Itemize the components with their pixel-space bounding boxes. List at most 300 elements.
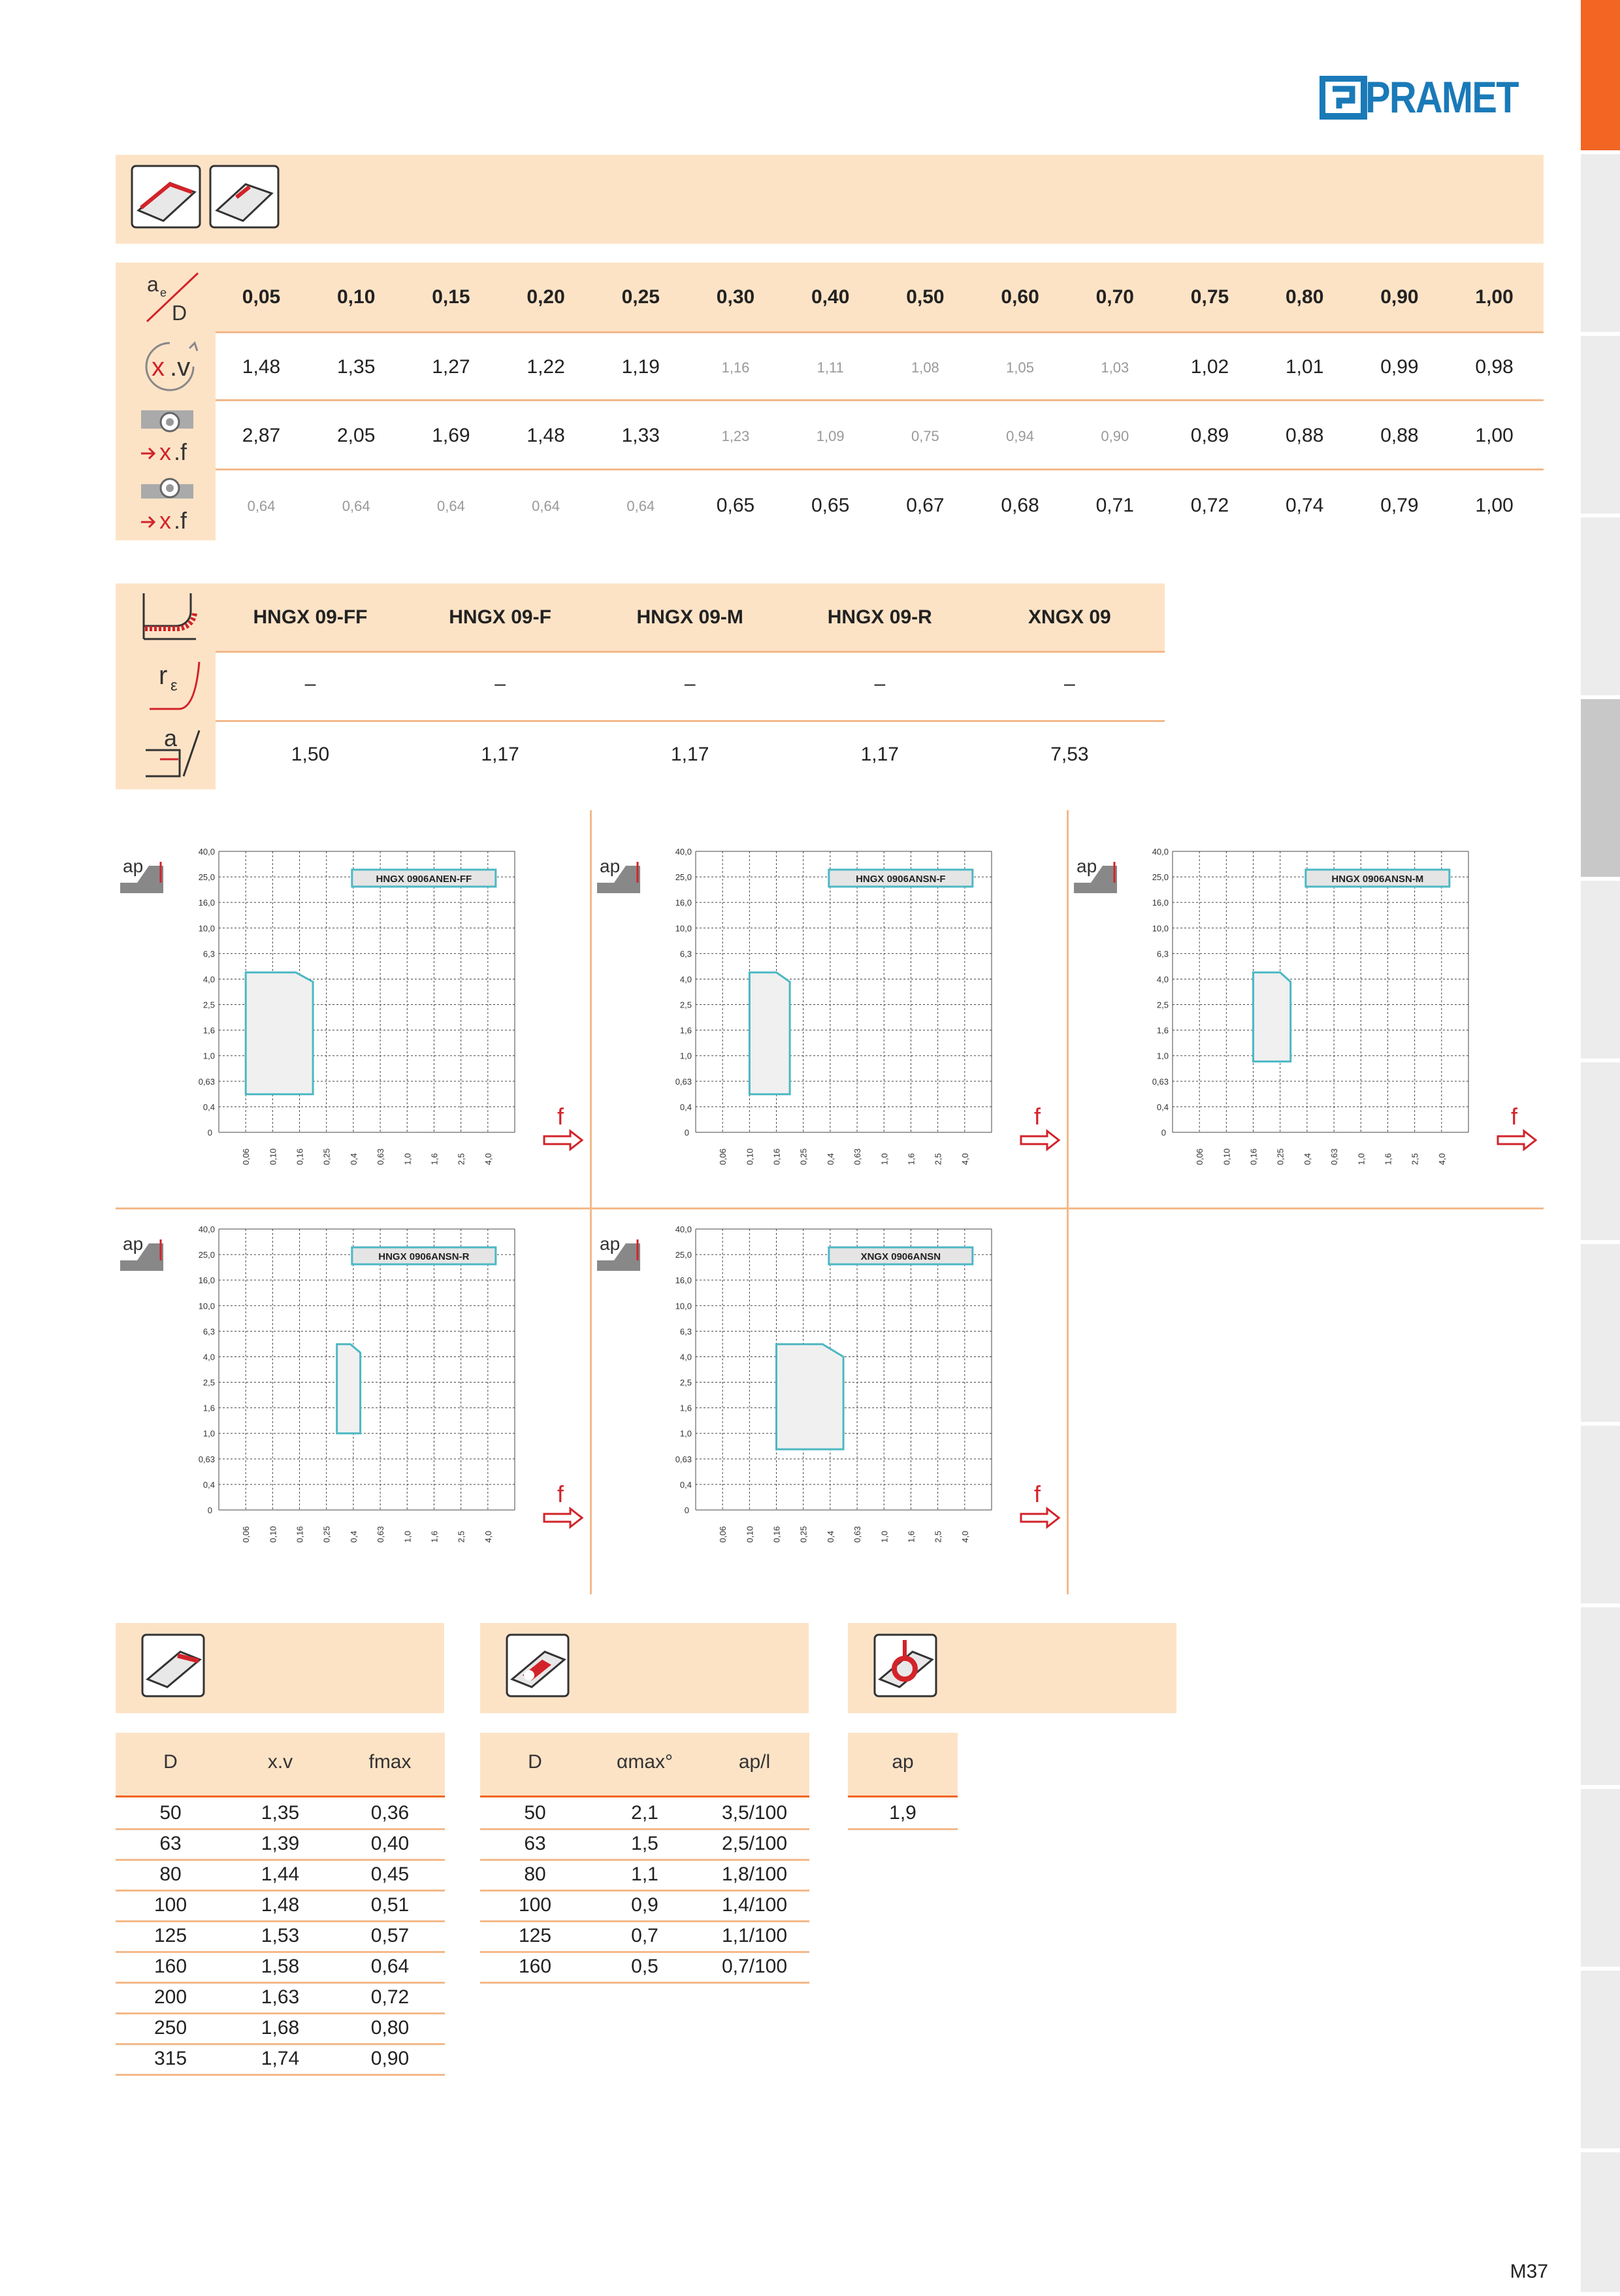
table3-cell: 0,64 — [370, 1956, 410, 1977]
chart-x-tick-label: 0,25 — [321, 1148, 332, 1165]
chart-y-tick-label: 1,6 — [202, 1025, 215, 1036]
svg-text:D: D — [172, 301, 187, 325]
table1-cell: 0,72 — [1190, 495, 1229, 516]
table2-column-header: HNGX 09-R — [827, 606, 932, 628]
table1-cell: 1,00 — [1475, 495, 1514, 516]
chart-y-tick-label: 6,3 — [202, 949, 215, 959]
table1-cell: 0,90 — [1101, 428, 1129, 444]
table1-divider — [216, 331, 1544, 333]
chart-y-tick-label: 2,5 — [679, 1377, 692, 1388]
chart-x-tick-label: 1,0 — [402, 1153, 413, 1165]
table3-cell: 63 — [159, 1833, 182, 1854]
side-tab — [1581, 1244, 1620, 1426]
side-tab-current — [1581, 699, 1620, 881]
table3-header-divider — [116, 1796, 445, 1797]
svg-text:ε: ε — [170, 677, 178, 695]
table1-cell: 0,64 — [626, 498, 655, 514]
table3-cell: 80 — [159, 1863, 182, 1885]
table3-column-header: D — [163, 1751, 178, 1773]
table1-column-header: 1,00 — [1475, 286, 1514, 308]
chart-y-tick-label: 1,6 — [679, 1025, 692, 1036]
table1-column-header: 0,30 — [716, 286, 755, 308]
chart-x-tick-label: 0,16 — [295, 1148, 305, 1165]
chart — [594, 1224, 1065, 1564]
chart-x-tick-label: 0,63 — [1329, 1148, 1340, 1165]
chart-x-tick-label: 0,10 — [745, 1148, 755, 1165]
chart-x-tick-label: 2,5 — [456, 1530, 466, 1543]
table2-cell: 1,17 — [670, 744, 709, 765]
chart-x-tick-label: 0,06 — [241, 1148, 251, 1165]
table3-cell: 1,44 — [261, 1863, 300, 1885]
table1-cell: 1,48 — [526, 425, 565, 446]
chart-x-tick-label: 0,06 — [241, 1526, 251, 1543]
chart-y-tick-label: 25,0 — [675, 1250, 692, 1260]
chart-x-tick-label: 2,5 — [456, 1153, 466, 1165]
svg-text:e: e — [160, 286, 167, 299]
chart-x-tick-label: 2,5 — [933, 1153, 943, 1165]
chart-y-tick-label: 4,0 — [679, 974, 692, 985]
table1-cell: 1,27 — [432, 356, 470, 378]
table1-cell: 1,11 — [817, 359, 844, 376]
chart — [118, 1224, 588, 1564]
chart-y-tick-label: 1,6 — [679, 1403, 692, 1413]
chart-x-axis-label: f — [1034, 1481, 1041, 1507]
chart-y-tick-label: 6,3 — [1156, 949, 1169, 959]
svg-text:x: x — [152, 353, 165, 382]
table3-cell: 1,39 — [261, 1833, 300, 1854]
chart-svg — [118, 1224, 588, 1564]
chart-x-axis-label: f — [557, 1481, 564, 1507]
chart-x-tick-label: 0,16 — [295, 1526, 305, 1543]
table1-cell: 0,74 — [1285, 495, 1324, 516]
chart-x-tick-label: 0,06 — [718, 1526, 728, 1543]
svg-text:x: x — [159, 438, 171, 465]
table1-cell: 0,65 — [811, 495, 850, 516]
table3-cell: 1,48 — [261, 1894, 300, 1916]
chart-x-tick-label: 0,63 — [376, 1148, 386, 1165]
table1-cell: 1,08 — [911, 359, 939, 376]
ae-over-d-icon — [140, 268, 206, 327]
chart-y-axis-label: ap — [600, 856, 621, 876]
table4-row-divider — [480, 1890, 809, 1892]
chart-grid-separator — [590, 810, 592, 1594]
face-milling-icon — [141, 1633, 206, 1699]
chart-x-tick-label: 0,4 — [348, 1153, 359, 1165]
chart-working-region — [777, 1344, 844, 1449]
table3-column-header: fmax — [368, 1751, 412, 1773]
table3-row-divider — [116, 1951, 445, 1953]
brand-name: PRAMET — [1365, 73, 1518, 122]
side-tab — [1581, 1971, 1620, 2152]
table3-cell: 0,45 — [370, 1863, 410, 1885]
chart-working-region — [749, 972, 790, 1094]
table2-cell: 1,17 — [860, 744, 899, 765]
svg-text:a: a — [147, 272, 159, 296]
table2-cell: – — [1064, 673, 1075, 695]
chart-x-tick-label: 2,5 — [933, 1530, 943, 1543]
chart-x-tick-label: 0,10 — [1222, 1148, 1232, 1165]
table2-column-header: HNGX 09-FF — [253, 606, 368, 628]
side-tab — [1581, 154, 1620, 336]
table3-row-divider — [116, 1859, 445, 1861]
table3-cell: 125 — [154, 1925, 187, 1946]
table3-cell: 0,57 — [370, 1925, 410, 1946]
chart-x-tick-label: 0,25 — [321, 1526, 332, 1543]
chart-y-tick-label: 0,4 — [202, 1102, 215, 1112]
table4-cell: 2,1 — [631, 1802, 658, 1824]
side-tab — [1581, 336, 1620, 517]
chart-title: HNGX 0906ANSN-R — [378, 1251, 470, 1262]
table1-cell: 0,64 — [342, 498, 370, 514]
chart-x-tick-label: 0,16 — [771, 1526, 782, 1543]
table1-cell: 0,65 — [716, 495, 755, 516]
table1-divider — [216, 399, 1544, 401]
table3-cell: 315 — [154, 2048, 187, 2069]
chart-x-tick-label: 1,6 — [906, 1530, 916, 1543]
table4-column-header: D — [528, 1751, 542, 1773]
chart-title: HNGX 0906ANEN-FF — [376, 874, 472, 885]
table1-cell: 0,68 — [1001, 495, 1039, 516]
table2-cell: 7,53 — [1050, 744, 1089, 765]
chart-y-tick-label: 10,0 — [1152, 923, 1169, 934]
chart-y-tick-label: 1,6 — [1156, 1025, 1169, 1036]
table1-column-header: 0,05 — [242, 286, 281, 308]
chart-y-tick-label: 1,6 — [202, 1403, 215, 1413]
table4-cell: 0,5 — [631, 1956, 658, 1977]
table4-cell: 50 — [524, 1802, 546, 1824]
table4-column-header: ap/l — [738, 1751, 771, 1773]
table5-header-divider — [848, 1796, 958, 1797]
table4-row-divider — [480, 1982, 809, 1984]
shoulder-milling-icon — [209, 165, 281, 230]
chart-y-tick-label: 25,0 — [198, 872, 215, 883]
chart-working-region — [246, 972, 313, 1094]
chart-y-axis-label: ap — [123, 1234, 144, 1254]
chart-y-tick-label: 40,0 — [198, 847, 215, 857]
chart-x-tick-label: 1,0 — [1356, 1153, 1367, 1165]
table4-cell: 1,1 — [631, 1863, 658, 1885]
table1-cell: 0,79 — [1380, 495, 1419, 516]
chart-x-tick-label: 0,63 — [852, 1526, 863, 1543]
table3-cell: 1,63 — [261, 1986, 300, 2008]
chart-grid-separator — [116, 1207, 1544, 1209]
table2-divider — [216, 720, 1165, 722]
chart-y-tick-label: 40,0 — [675, 1224, 692, 1234]
table1-cell: 2,05 — [336, 425, 376, 446]
table3-cell: 1,53 — [261, 1925, 300, 1946]
chart-x-tick-label: 0,25 — [1275, 1148, 1286, 1165]
table1-cell: 2,87 — [242, 425, 281, 446]
table2-cell: – — [304, 673, 316, 695]
table2-column-header: HNGX 09-M — [636, 606, 743, 628]
table1-column-header: 0,20 — [526, 286, 565, 308]
table1-cell: 1,19 — [621, 356, 660, 378]
table4-cell: 160 — [518, 1956, 552, 1977]
table1-cell: 1,09 — [816, 428, 845, 444]
table4-cell: 100 — [518, 1894, 552, 1916]
face-milling-icon — [131, 165, 202, 230]
chart-x-tick-label: 4,0 — [960, 1153, 970, 1165]
table3-column-header: x.v — [267, 1751, 293, 1773]
table3-cell: 0,51 — [370, 1894, 410, 1916]
chart-y-tick-label: 16,0 — [675, 1275, 692, 1286]
corner-radius-icon — [140, 655, 206, 717]
table1-cell: 0,67 — [906, 495, 945, 516]
chart-y-tick-label: 10,0 — [675, 1301, 692, 1311]
table3-cell: 1,35 — [261, 1802, 300, 1824]
table4-column-header: αmax° — [616, 1751, 673, 1773]
chart-origin-label: 0 — [1161, 1128, 1166, 1138]
table1-column-header: 0,15 — [432, 286, 470, 308]
table1-cell: 1,01 — [1285, 356, 1324, 378]
chart-origin-label: 0 — [207, 1128, 212, 1138]
table1-column-header: 0,90 — [1380, 286, 1419, 308]
table3-row-divider — [116, 1828, 445, 1830]
chart-y-tick-label: 0,4 — [202, 1479, 215, 1490]
chart-y-tick-label: 1,0 — [679, 1428, 692, 1439]
chart-y-tick-label: 25,0 — [675, 872, 692, 883]
table2-column-header: HNGX 09-F — [449, 606, 551, 628]
chart-working-region — [337, 1344, 361, 1433]
table4-cell: 1,4/100 — [721, 1894, 788, 1916]
table1-cell: 0,88 — [1285, 425, 1324, 446]
brand-logo — [1320, 72, 1548, 124]
chart-x-tick-label: 0,25 — [798, 1148, 809, 1165]
chart-y-tick-label: 0,4 — [679, 1102, 692, 1112]
side-tab — [1581, 1426, 1620, 1607]
table1-column-header: 0,40 — [811, 286, 850, 308]
chart-x-tick-label: 0,63 — [852, 1148, 863, 1165]
table5-row-divider — [848, 1828, 958, 1830]
chart-x-tick-label: 4,0 — [960, 1530, 970, 1543]
chart-x-tick-label: 0,16 — [1248, 1148, 1259, 1165]
chart-grid-separator — [1067, 810, 1069, 1594]
chart-origin-label: 0 — [207, 1505, 212, 1515]
chart-y-tick-label: 25,0 — [1152, 872, 1169, 883]
chart-svg — [1071, 846, 1542, 1186]
chart-y-tick-label: 16,0 — [1152, 898, 1169, 908]
svg-text:.v: .v — [170, 353, 191, 382]
table3-cell: 50 — [159, 1802, 182, 1824]
table3-cell: 0,72 — [370, 1986, 410, 2008]
feed-factor-icon — [137, 475, 209, 534]
chart-f-arrow-icon — [1498, 1131, 1536, 1149]
chart-x-tick-label: 1,6 — [1383, 1153, 1393, 1165]
table1-cell: 0,94 — [1006, 428, 1034, 444]
chart-y-tick-label: 16,0 — [198, 898, 215, 908]
table3-cell: 0,36 — [370, 1802, 410, 1824]
table1-cell: 1,23 — [721, 428, 750, 444]
helical-milling-icon — [873, 1633, 939, 1699]
svg-text:x: x — [159, 507, 171, 534]
table3-row-divider — [116, 2043, 445, 2045]
chart-f-arrow-icon — [544, 1509, 582, 1527]
table3-cell: 160 — [154, 1956, 187, 1977]
table1-column-header: 0,80 — [1285, 286, 1324, 308]
chart-y-tick-label: 40,0 — [1152, 847, 1169, 857]
table4-cell: 0,7/100 — [721, 1956, 788, 1977]
table1-cell: 1,02 — [1190, 356, 1229, 378]
chart-y-tick-label: 10,0 — [675, 923, 692, 934]
table1-column-header: 0,60 — [1001, 286, 1039, 308]
table3-cell: 1,74 — [261, 2048, 300, 2069]
side-tab — [1581, 1062, 1620, 1244]
chart — [594, 846, 1065, 1186]
table1-column-header: 0,10 — [336, 286, 376, 308]
table5-cell: 1,9 — [889, 1802, 916, 1824]
chart-svg — [594, 1224, 1065, 1564]
chart-y-tick-label: 1,0 — [1156, 1051, 1169, 1061]
chart-x-tick-label: 4,0 — [1436, 1153, 1447, 1165]
table1-cell: 0,64 — [532, 498, 560, 514]
chart-f-arrow-icon — [544, 1131, 582, 1149]
chart-x-tick-label: 0,25 — [798, 1526, 809, 1543]
side-tab-active — [1581, 0, 1620, 154]
table1-cell: 1,69 — [432, 425, 470, 446]
table3-row-divider — [116, 1920, 445, 1922]
chart-y-tick-label: 2,5 — [202, 1000, 215, 1010]
speed-factor-icon — [137, 336, 209, 395]
chart-x-tick-label: 0,4 — [825, 1153, 835, 1165]
chart-y-tick-label: 2,5 — [202, 1377, 215, 1388]
table3-cell: 1,68 — [261, 2017, 300, 2039]
chart-y-tick-label: 1,0 — [202, 1428, 215, 1439]
table4-cell: 125 — [518, 1925, 552, 1946]
table4-cell: 0,9 — [631, 1894, 658, 1916]
section-header-band — [116, 155, 1544, 244]
chart-x-axis-label: f — [557, 1103, 564, 1130]
table1-divider — [216, 468, 1544, 470]
chart-x-tick-label: 1,0 — [879, 1153, 890, 1165]
table3-row-divider — [116, 2074, 445, 2076]
insert-geometry-icon — [137, 587, 202, 648]
chart-y-tick-label: 4,0 — [202, 974, 215, 985]
side-tab — [1581, 1607, 1620, 1789]
table2-cell: – — [874, 673, 886, 695]
chart-y-tick-label: 4,0 — [202, 1352, 215, 1362]
chart-y-tick-label: 0,63 — [675, 1454, 692, 1464]
table3-cell: 100 — [154, 1894, 187, 1916]
chart-y-tick-label: 0,4 — [1156, 1102, 1169, 1112]
side-tab-strip — [1581, 0, 1620, 2292]
table4-cell: 63 — [524, 1833, 546, 1854]
chart-y-tick-label: 0,63 — [198, 1454, 215, 1464]
table3-cell: 0,40 — [370, 1833, 410, 1854]
table2-cell: 1,17 — [481, 744, 519, 765]
chart-svg — [594, 846, 1065, 1186]
chart-y-tick-label: 40,0 — [675, 847, 692, 857]
table1-cell: 1,03 — [1101, 359, 1129, 376]
chart-y-tick-label: 4,0 — [679, 1352, 692, 1362]
table4-cell: 1,1/100 — [721, 1925, 788, 1946]
table1-cell: 0,64 — [436, 498, 465, 514]
chart-y-tick-label: 40,0 — [198, 1224, 215, 1234]
table3-cell: 250 — [154, 2017, 187, 2039]
chart-x-tick-label: 1,6 — [429, 1530, 440, 1543]
table1-column-header: 0,75 — [1190, 286, 1229, 308]
chart-f-arrow-icon — [1021, 1509, 1059, 1527]
chart-y-tick-label: 0,63 — [675, 1076, 692, 1087]
table1-cell: 0,71 — [1095, 495, 1134, 516]
chart-x-tick-label: 0,4 — [825, 1530, 835, 1543]
table4-row-divider — [480, 1951, 809, 1953]
chart-y-tick-label: 6,3 — [679, 1326, 692, 1337]
chart-y-axis-label: ap — [123, 856, 144, 876]
svg-text:.f: .f — [174, 438, 187, 465]
chart — [118, 846, 588, 1186]
table5-column-header: ap — [892, 1751, 914, 1773]
side-tab — [1581, 1789, 1620, 1971]
table3-cell: 0,80 — [370, 2017, 410, 2039]
table4-row-divider — [480, 1828, 809, 1830]
table3-row-divider — [116, 1982, 445, 1984]
table2-column-header: XNGX 09 — [1028, 606, 1111, 628]
chart-y-axis-label: ap — [600, 1234, 621, 1254]
chart-y-tick-label: 4,0 — [1156, 974, 1169, 985]
chart-x-tick-label: 0,63 — [376, 1526, 386, 1543]
table2-cell: – — [684, 673, 696, 695]
svg-text:.f: .f — [174, 507, 187, 534]
table4-cell: 1,8/100 — [721, 1863, 788, 1885]
chart-origin-label: 0 — [684, 1505, 689, 1515]
svg-text:r: r — [159, 661, 168, 690]
chart-y-tick-label: 1,0 — [202, 1051, 215, 1061]
chart-x-tick-label: 0,4 — [1302, 1153, 1312, 1165]
side-tab — [1581, 517, 1620, 699]
table4-cell: 3,5/100 — [721, 1802, 788, 1824]
table1-column-header: 0,70 — [1095, 286, 1134, 308]
chart-x-axis-label: f — [1511, 1103, 1518, 1130]
table4-row-divider — [480, 1859, 809, 1861]
chart-x-tick-label: 1,0 — [879, 1530, 890, 1543]
table1-cell: 0,99 — [1380, 356, 1419, 378]
table1-cell: 1,05 — [1006, 359, 1034, 376]
chart-origin-label: 0 — [684, 1128, 689, 1138]
chart-svg — [118, 846, 588, 1186]
chart-x-tick-label: 4,0 — [483, 1153, 493, 1165]
table4-cell: 2,5/100 — [721, 1833, 788, 1854]
table1-cell: 0,88 — [1380, 425, 1419, 446]
chart-y-tick-label: 0,4 — [679, 1479, 692, 1490]
chart-x-tick-label: 2,5 — [1410, 1153, 1420, 1165]
chart-x-tick-label: 4,0 — [483, 1530, 493, 1543]
chart-y-tick-label: 10,0 — [198, 923, 215, 934]
chart-y-tick-label: 25,0 — [198, 1250, 215, 1260]
page-number: M37 — [1510, 2261, 1548, 2282]
feed-factor-icon — [137, 406, 209, 465]
table2-cell: – — [494, 673, 506, 695]
table1-cell: 0,64 — [247, 498, 276, 514]
chart-y-tick-label: 1,0 — [679, 1051, 692, 1061]
table1-cell: 0,98 — [1475, 356, 1514, 378]
chart-f-arrow-icon — [1021, 1131, 1059, 1149]
chart-x-tick-label: 0,10 — [745, 1526, 755, 1543]
table1-cell: 0,89 — [1190, 425, 1229, 446]
chart-y-tick-label: 0,63 — [198, 1076, 215, 1087]
chart-x-tick-label: 0,4 — [348, 1530, 359, 1543]
table3-row-divider — [116, 1890, 445, 1892]
table3-row-divider — [116, 2012, 445, 2014]
side-tab — [1581, 2152, 1620, 2296]
ramping-icon — [506, 1633, 571, 1699]
chart-working-region — [1254, 972, 1291, 1061]
table4-cell: 0,7 — [631, 1925, 658, 1946]
table4-cell: 80 — [524, 1863, 546, 1885]
chart-x-tick-label: 0,06 — [1195, 1148, 1205, 1165]
chart-title: XNGX 0906ANSN — [860, 1251, 941, 1262]
chart-y-tick-label: 6,3 — [679, 949, 692, 959]
table4-header-divider — [480, 1796, 809, 1797]
